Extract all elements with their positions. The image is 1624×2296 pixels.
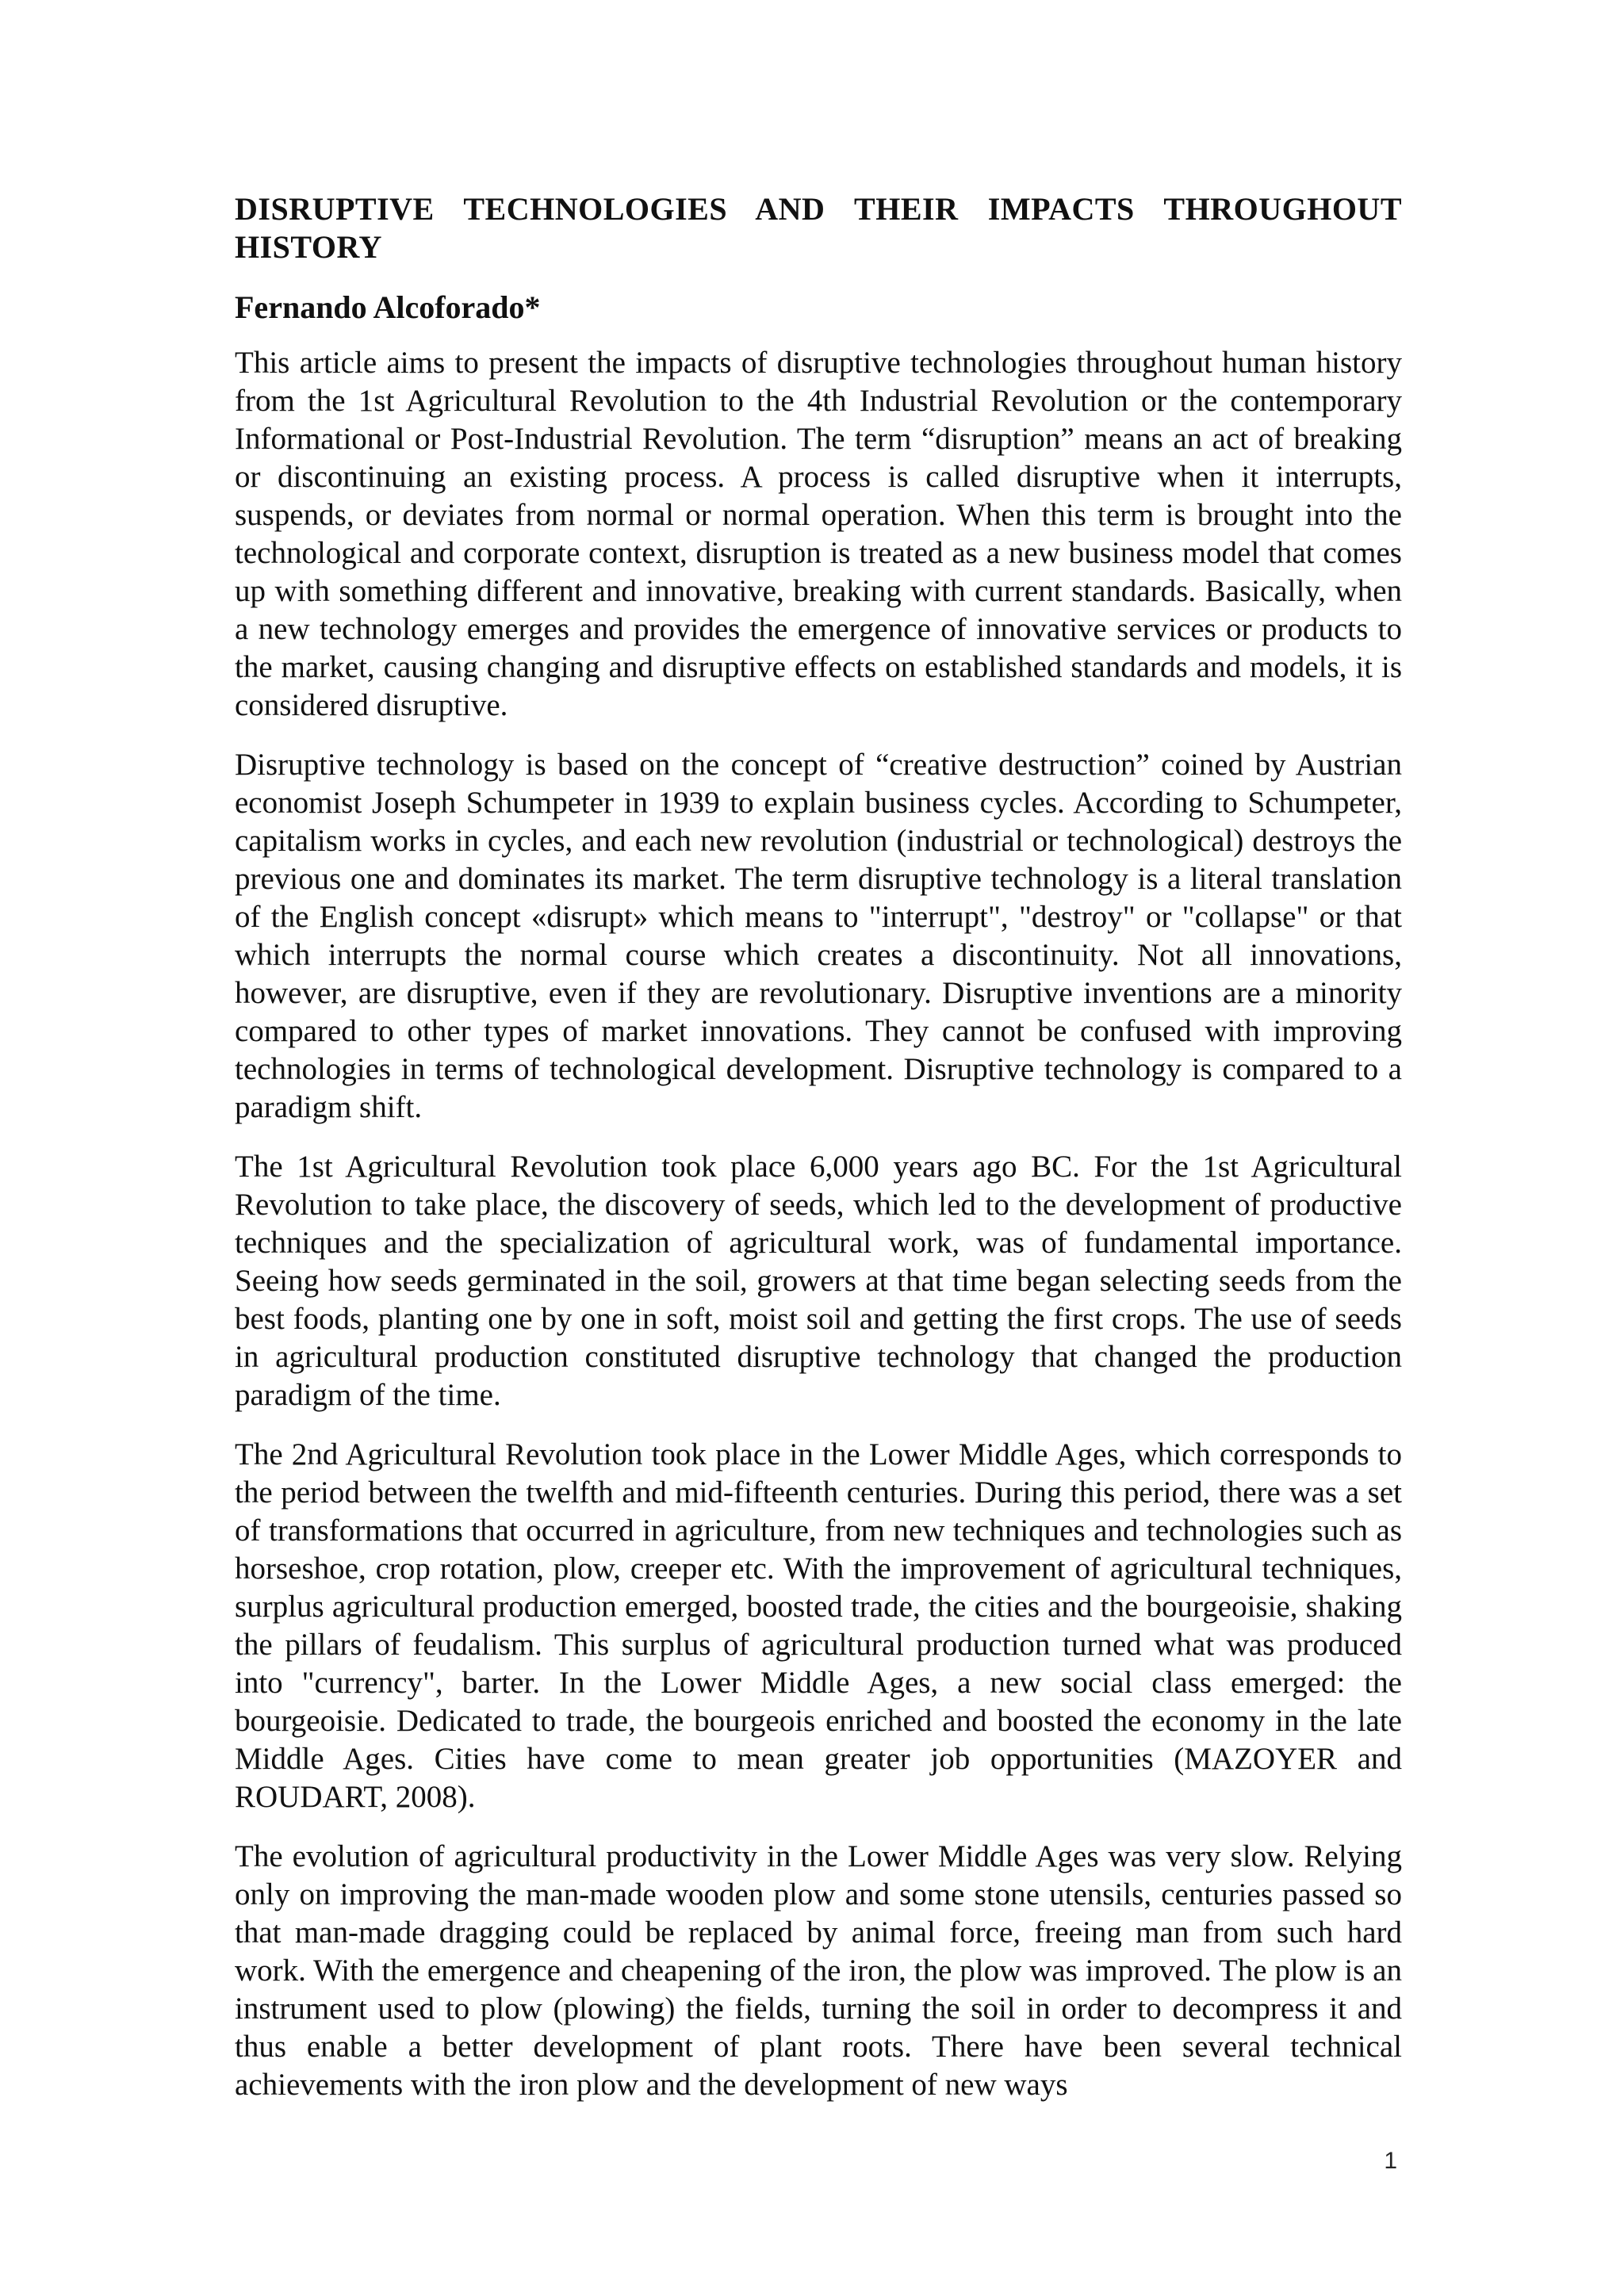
page-number: 1 (1384, 2148, 1397, 2174)
paragraph-1: This article aims to present the impacts of disruptive technologies throughout human history from the 1st Agricultural Revolution to the 4th Industrial Revolution or the contemporary Informational or Post-Industrial Revolution. The term “disruption” means an act of breaking or discontinuing an existing process. A process is called disruptive when it interrupts, suspends, or deviates from normal or normal operation. When this term is brought into the technological and corporate context, disruption is treated as a new business model that comes up with something different and innovative, breaking with current standards. Basically, when a new technology emerges and provides the emergence of innovative services or products to the market, causing changing and disruptive effects on established standards and models, it is considered disruptive. (235, 346, 1402, 722)
paragraph-3: The 1st Agricultural Revolution took place 6,000 years ago BC. For the 1st Agricultural Revolution to take place, the discovery of seeds, which led to the development of productive techniques and the specialization of agricultural work, was of fundamental importance. Seeing how seeds germinated in the soil, growers at that time began selecting seeds from the best foods, planting one by one in soft, moist soil and getting the first crops. The use of seeds in agricultural production constituted disruptive technology that changed the production paradigm of the time. (235, 1150, 1402, 1412)
paragraph-2: Disruptive technology is based on the concept of “creative destruction” coined by Austrian economist Joseph Schumpeter in 1939 to explain business cycles. According to Schumpeter, capitalism works in cycles, and each new revolution (industrial or technological) destroys the previous one and dominates its market. The term disruptive technology is a literal translation of the English concept «disrupt» which means to "interrupt", "destroy" or "collapse" or that which interrupts the normal course which creates a discontinuity. Not all innovations, however, are disruptive, even if they are revolutionary. Disruptive inventions are a minority compared to other types of market innovations. They cannot be confused with improving technologies in terms of technological development. Disruptive technology is compared to a paradigm shift. (235, 748, 1402, 1124)
article-body (235, 190, 1402, 2126)
article-author: Fernando Alcoforado* (235, 289, 541, 325)
article-title: DISRUPTIVE TECHNOLOGIES AND THEIR IMPACTS THROUGHOUT HISTORY (235, 191, 1402, 265)
paragraph-4: The 2nd Agricultural Revolution took place in the Lower Middle Ages, which corresponds to the period between the twelfth and mid-fifteenth centuries. During this period, there was a set of transformations that occurred in agriculture, from new techniques and technologies such as horseshoe, crop rotation, plow, creeper etc. With the improvement of agricultural techniques, surplus agricultural production emerged, boosted trade, the cities and the bourgeoisie, shaking the pillars of feudalism. This surplus of agricultural production turned what was produced into "currency", barter. In the Lower Middle Ages, a new social class emerged: the bourgeoisie. Dedicated to trade, the bourgeois enriched and boosted the economy in the late Middle Ages. Cities have come to mean greater job opportunities (MAZOYER and ROUDART, 2008). (235, 1437, 1402, 1814)
paragraph-5: The evolution of agricultural productivity in the Lower Middle Ages was very slow. Relying only on improving the man-made wooden plow and some stone utensils, centuries passed so that man-made dragging could be replaced by animal force, freeing man from such hard work. With the emergence and cheapening of the iron, the plow was improved. The plow is an instrument used to plow (plowing) the fields, turning the soil in order to decompress it and thus enable a better development of plant roots. There have been several technical achievements with the iron plow and the development of new ways (235, 1839, 1402, 2102)
